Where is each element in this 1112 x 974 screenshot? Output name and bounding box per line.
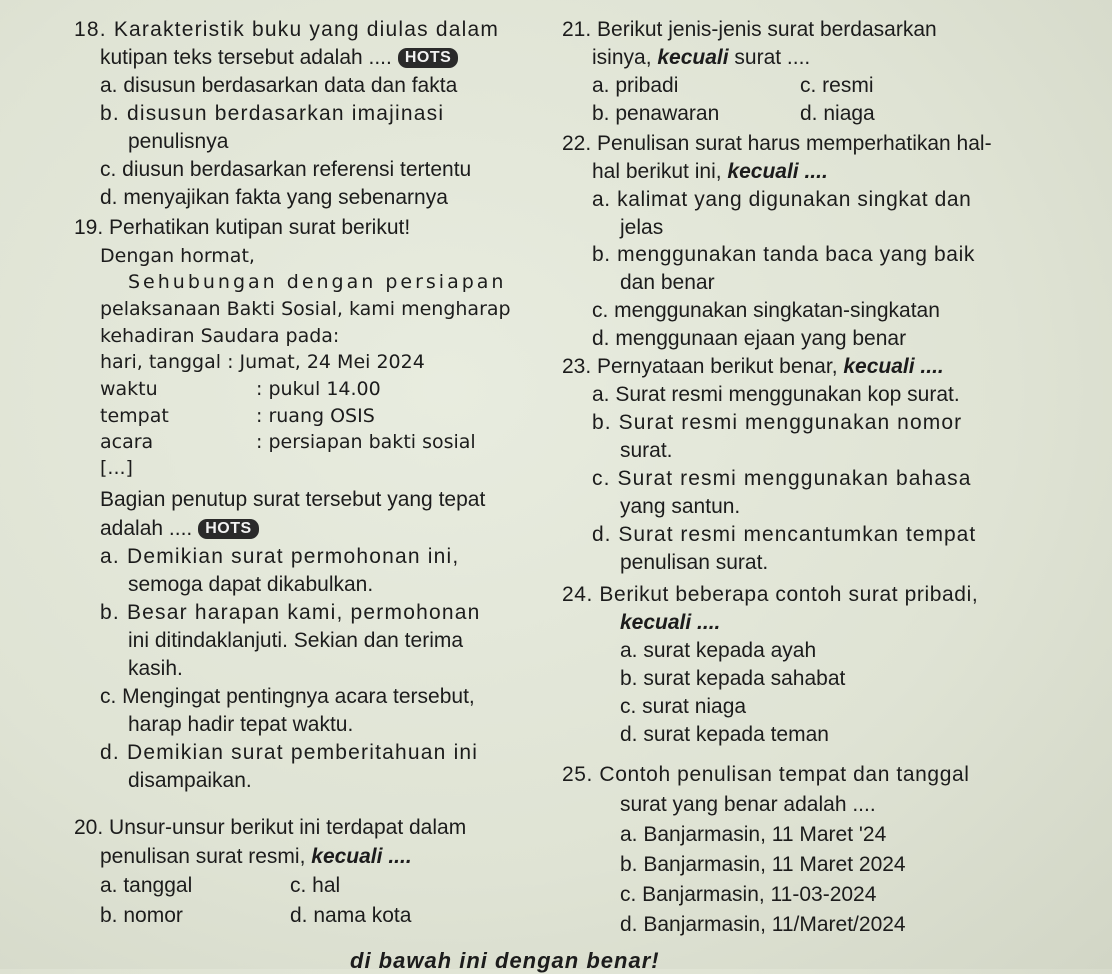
letter-line: kehadiran Saudara pada: (100, 325, 340, 347)
q19-option-d[interactable]: d. Demikian surat pemberitahuan ini (100, 741, 479, 764)
q25-option-c[interactable]: c. Banjarmasin, 11-03-2024 (620, 883, 877, 906)
q24-option-c[interactable]: c. surat niaga (620, 695, 747, 718)
letter-key: waktu (100, 378, 158, 400)
q23-option-b-cont: surat. (620, 439, 673, 462)
q22-option-c[interactable]: c. menggunakan singkatan-singkatan (592, 299, 940, 322)
letter-line: Dengan hormat, (100, 245, 255, 267)
q21-stem-2: isinya, kecuali surat .... (592, 46, 811, 69)
letter-value: : persiapan bakti sosial (256, 431, 476, 453)
letter-key: tempat (100, 405, 169, 427)
q18-option-a[interactable]: a. disusun berdasarkan data dan fakta (100, 74, 458, 97)
q19-option-c-cont: harap hadir tepat waktu. (128, 713, 354, 736)
q19-option-b-cont: ini ditindaklanjuti. Sekian dan terima (128, 629, 464, 652)
q22-option-d[interactable]: d. menggunaan ejaan yang benar (592, 327, 907, 350)
q23-option-b[interactable]: b. Surat resmi menggunakan nomor (592, 411, 963, 434)
q23-stem: 23. Pernyataan berikut benar, kecuali .... (562, 355, 944, 378)
q22-stem: 22. Penulisan surat harus memperhatikan hal- (562, 132, 992, 155)
q18-stem: 18. Karakteristik buku yang diulas dalam (74, 18, 500, 41)
hots-badge: HOTS (198, 519, 258, 539)
q18-option-d[interactable]: d. menyajikan fakta yang sebenarnya (100, 186, 448, 209)
letter-value: : ruang OSIS (256, 405, 375, 427)
q23-option-c[interactable]: c. Surat resmi menggunakan bahasa (592, 467, 972, 490)
q21-option-b[interactable]: b. penawaran (592, 102, 720, 125)
letter-key: acara (100, 431, 154, 453)
q25-stem-2: surat yang benar adalah .... (620, 793, 876, 816)
hots-badge: HOTS (398, 48, 458, 68)
q21-stem: 21. Berikut jenis-jenis surat berdasarkan (562, 18, 937, 41)
q20-stem: 20. Unsur-unsur berikut ini terdapat dalam (74, 816, 467, 839)
q21-option-a[interactable]: a. pribadi (592, 74, 679, 97)
q21-option-d[interactable]: d. niaga (800, 102, 875, 125)
footer-instruction: di bawah ini dengan benar! (350, 948, 660, 973)
q20-stem-2: penulisan surat resmi, kecuali .... (100, 845, 412, 868)
q24-option-b[interactable]: b. surat kepada sahabat (620, 667, 846, 690)
q23-option-d-cont: penulisan surat. (620, 551, 769, 574)
q21-option-c[interactable]: c. resmi (800, 74, 874, 97)
q20-option-a[interactable]: a. tanggal (100, 874, 193, 897)
q20-option-c[interactable]: c. hal (290, 874, 341, 897)
q24-stem-2: kecuali .... (620, 611, 721, 634)
q22-option-b-cont: dan benar (620, 271, 715, 294)
q23-option-a[interactable]: a. Surat resmi menggunakan kop surat. (592, 383, 960, 406)
q19-option-b[interactable]: b. Besar harapan kami, permohonan (100, 601, 481, 624)
q22-option-a-cont: jelas (620, 216, 664, 239)
q25-option-b[interactable]: b. Banjarmasin, 11 Maret 2024 (620, 853, 906, 876)
q22-option-a[interactable]: a. kalimat yang digunakan singkat dan (592, 188, 972, 211)
letter-line: pelaksanaan Bakti Sosial, kami mengharap (100, 298, 511, 320)
q19-option-c[interactable]: c. Mengingat pentingnya acara tersebut, (100, 685, 475, 708)
q25-stem: 25. Contoh penulisan tempat dan tanggal (562, 763, 970, 786)
q22-stem-2: hal berikut ini, kecuali .... (592, 160, 828, 183)
q19-option-b-cont2: kasih. (128, 657, 183, 680)
q24-stem: 24. Berikut beberapa contoh surat pribadi, (562, 583, 979, 606)
q19-option-d-cont: disampaikan. (128, 769, 252, 792)
letter-ellipsis: [...] (100, 457, 133, 479)
q18-option-b-cont: penulisnya (128, 130, 229, 153)
q18-option-b[interactable]: b. disusun berdasarkan imajinasi (100, 102, 445, 125)
q24-option-d[interactable]: d. surat kepada teman (620, 723, 829, 746)
q23-option-c-cont: yang santun. (620, 495, 741, 518)
q20-option-b[interactable]: b. nomor (100, 904, 183, 927)
q25-option-a[interactable]: a. Banjarmasin, 11 Maret '24 (620, 823, 887, 846)
q19-stem: 19. Perhatikan kutipan surat berikut! (74, 216, 411, 239)
q25-option-d[interactable]: d. Banjarmasin, 11/Maret/2024 (620, 913, 906, 936)
q19-option-a[interactable]: a. Demikian surat permohonan ini, (100, 545, 460, 568)
q18-option-c[interactable]: c. diusun berdasarkan referensi tertentu (100, 158, 472, 181)
q20-option-d[interactable]: d. nama kota (290, 904, 412, 927)
q19-question: Bagian penutup surat tersebut yang tepat (100, 488, 486, 511)
q19-option-a-cont: semoga dapat dikabulkan. (128, 573, 374, 596)
q24-option-a[interactable]: a. surat kepada ayah (620, 639, 817, 662)
q18-stem-2: kutipan teks tersebut adalah .... HOTS (100, 46, 458, 70)
letter-value: : pukul 14.00 (256, 378, 381, 400)
letter-line: hari, tanggal : Jumat, 24 Mei 2024 (100, 351, 425, 373)
q22-option-b[interactable]: b. menggunakan tanda baca yang baik (592, 243, 975, 266)
q23-option-d[interactable]: d. Surat resmi mencantumkan tempat (592, 523, 977, 546)
letter-line: Sehubungan dengan persiapan (128, 271, 507, 293)
q19-question-2: adalah .... HOTS (100, 517, 259, 541)
